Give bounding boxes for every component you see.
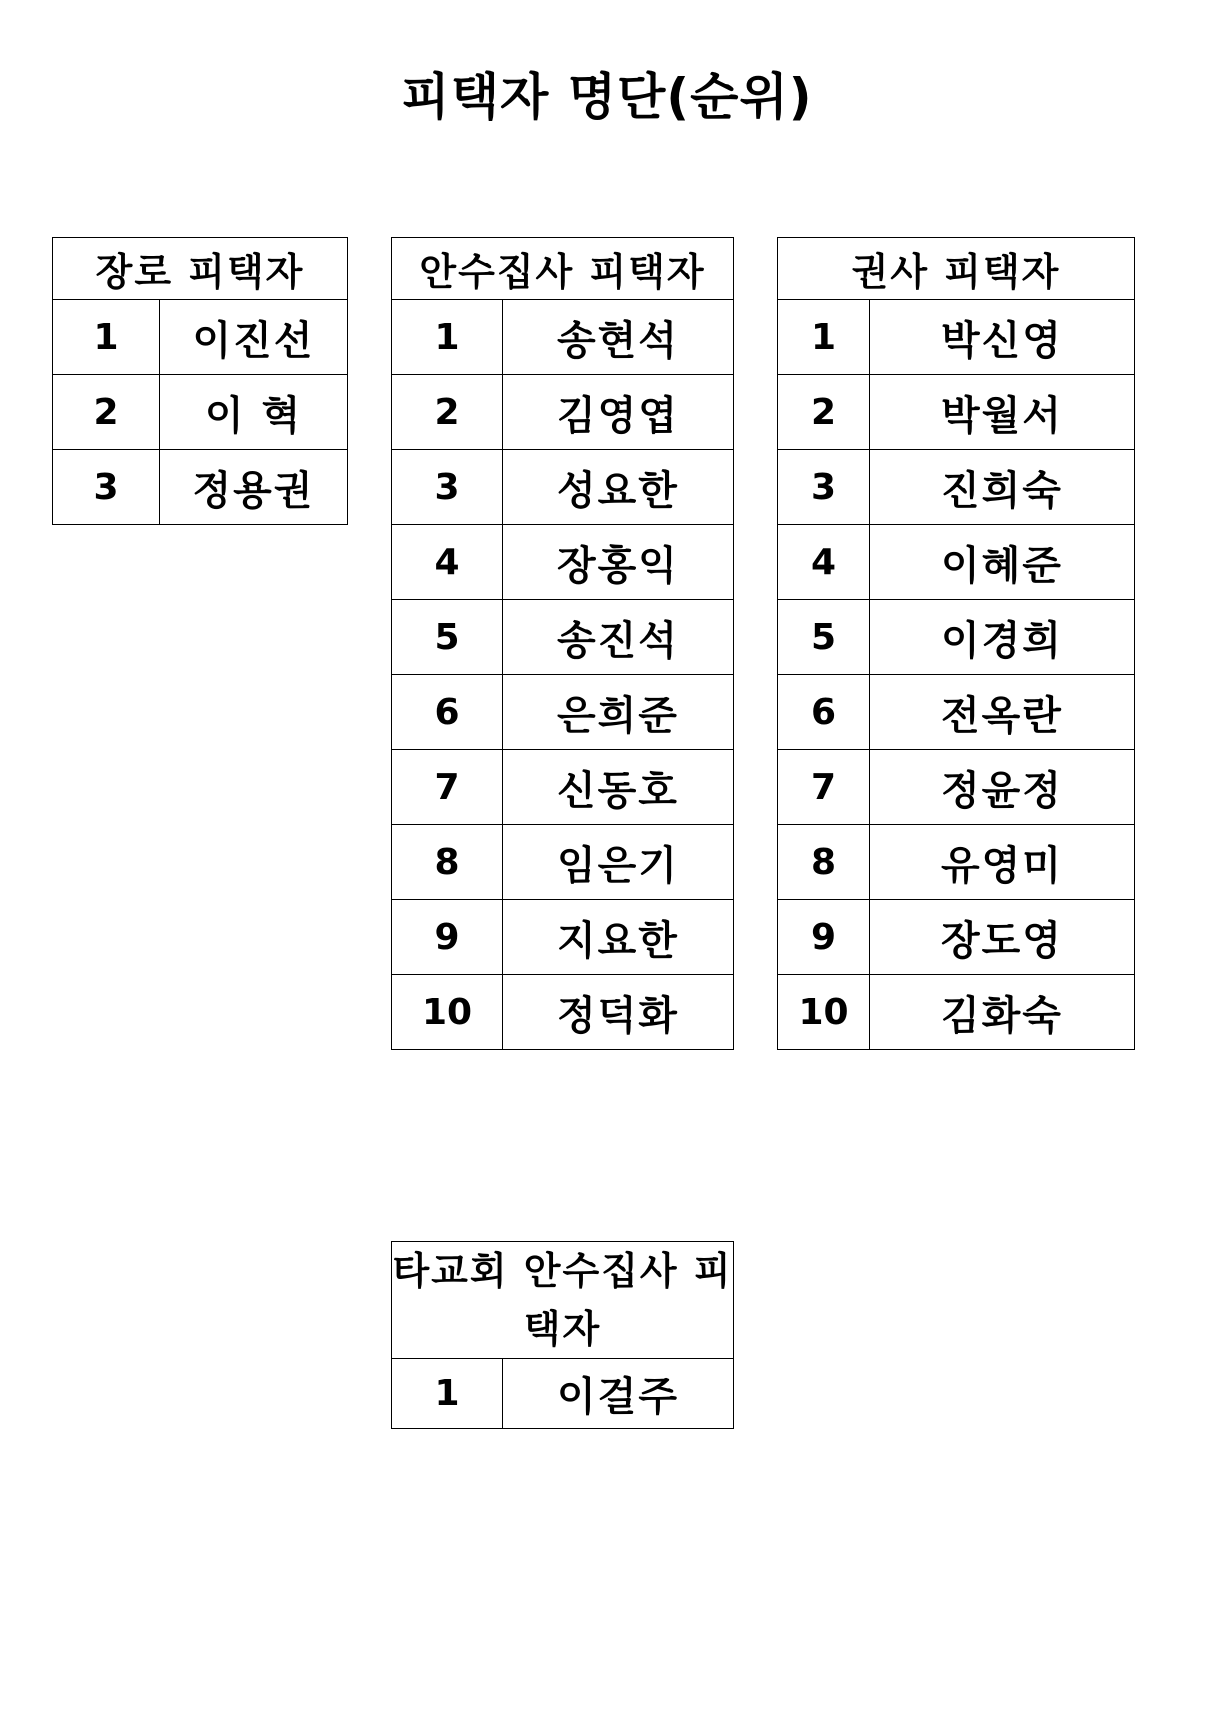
name-cell: 은희준: [503, 675, 734, 750]
table-row: [392, 750, 734, 825]
rank-cell: 1: [392, 300, 503, 375]
table-row: [53, 375, 348, 450]
rank-cell: 1: [392, 1359, 503, 1429]
table-header-row: [392, 1242, 734, 1359]
name-cell: 이진선: [160, 300, 348, 375]
name-cell: 장도영: [870, 900, 1135, 975]
name-cell: 유영미: [870, 825, 1135, 900]
rank-cell: 2: [778, 375, 870, 450]
name-cell: 성요한: [503, 450, 734, 525]
name-cell: 박신영: [870, 300, 1135, 375]
table-header-row: [392, 238, 734, 300]
rank-cell: 9: [392, 900, 503, 975]
name-cell: 지요한: [503, 900, 734, 975]
elders-table: [52, 237, 348, 525]
page-title: 피택자 명단(순위): [401, 68, 813, 126]
table-row: [778, 525, 1135, 600]
table-row: [392, 675, 734, 750]
rank-cell: 7: [778, 750, 870, 825]
name-cell: 진희숙: [870, 450, 1135, 525]
rank-cell: 3: [778, 450, 870, 525]
name-cell: 이걸주: [503, 1359, 734, 1429]
table-row: [778, 750, 1135, 825]
rank-cell: 8: [778, 825, 870, 900]
name-cell: 신동호: [503, 750, 734, 825]
rank-cell: 10: [778, 975, 870, 1050]
table-row: [778, 600, 1135, 675]
table-row: [778, 375, 1135, 450]
rank-cell: 9: [778, 900, 870, 975]
name-cell: 이경희: [870, 600, 1135, 675]
name-cell: 정용권: [160, 450, 348, 525]
rank-cell: 7: [392, 750, 503, 825]
other-church-deacons-table: [391, 1241, 734, 1429]
table-header: 권사 피택자: [778, 238, 1135, 300]
table-row: [392, 825, 734, 900]
name-cell: 임은기: [503, 825, 734, 900]
rank-cell: 5: [778, 600, 870, 675]
table-row: [53, 300, 348, 375]
name-cell: 김화숙: [870, 975, 1135, 1050]
rank-cell: 3: [53, 450, 160, 525]
table-row: [778, 300, 1135, 375]
table-row: [53, 450, 348, 525]
name-cell: 이혜준: [870, 525, 1135, 600]
name-cell: 박월서: [870, 375, 1135, 450]
table-row: [778, 825, 1135, 900]
rank-cell: 3: [392, 450, 503, 525]
table-row: [392, 525, 734, 600]
name-cell: 김영엽: [503, 375, 734, 450]
name-cell: 전옥란: [870, 675, 1135, 750]
table-header: 안수집사 피택자: [392, 238, 734, 300]
rank-cell: 2: [392, 375, 503, 450]
rank-cell: 1: [778, 300, 870, 375]
table-row: [778, 450, 1135, 525]
name-cell: 정윤정: [870, 750, 1135, 825]
rank-cell: 10: [392, 975, 503, 1050]
rank-cell: 1: [53, 300, 160, 375]
table-row: [392, 600, 734, 675]
kwonsa-table: [777, 237, 1135, 1050]
rank-cell: 6: [778, 675, 870, 750]
name-cell: 정덕화: [503, 975, 734, 1050]
rank-cell: 4: [778, 525, 870, 600]
table-row: [778, 675, 1135, 750]
table-row: [392, 1359, 734, 1429]
deacons-table: [391, 237, 734, 1050]
table-header-row: [53, 238, 348, 300]
rank-cell: 4: [392, 525, 503, 600]
name-cell: 장홍익: [503, 525, 734, 600]
table-header: 타교회 안수집사 피택자: [392, 1242, 734, 1359]
name-cell: 송진석: [503, 600, 734, 675]
rank-cell: 6: [392, 675, 503, 750]
rank-cell: 2: [53, 375, 160, 450]
table-row: [392, 900, 734, 975]
rank-cell: 8: [392, 825, 503, 900]
table-row: [392, 375, 734, 450]
table-row: [778, 900, 1135, 975]
name-cell: 송현석: [503, 300, 734, 375]
table-row: [392, 300, 734, 375]
rank-cell: 5: [392, 600, 503, 675]
table-row: [392, 450, 734, 525]
table-row: [392, 975, 734, 1050]
table-header-row: [778, 238, 1135, 300]
table-header: 장로 피택자: [53, 238, 348, 300]
name-cell: 이 혁: [160, 375, 348, 450]
table-row: [778, 975, 1135, 1050]
